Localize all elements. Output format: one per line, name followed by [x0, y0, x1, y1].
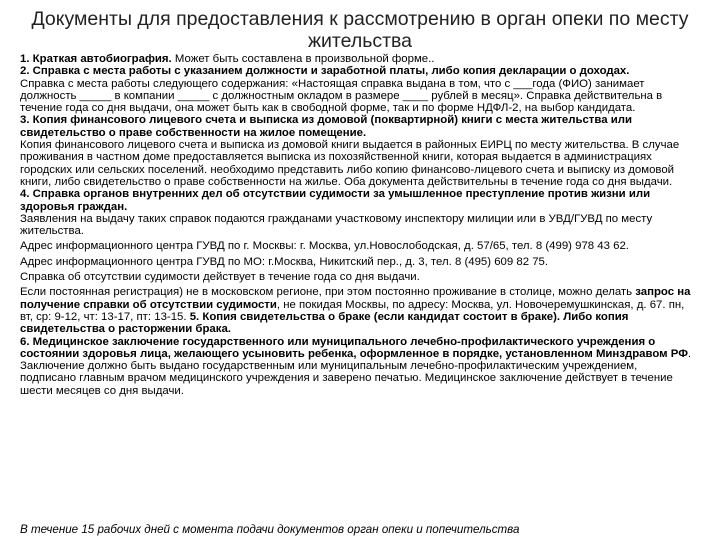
item-3-text: Копия финансового лицевого счета и выписка из домовой книги выдается в районных ЕИРЦ по месту жительства. В случае проживания в частном доме предоставляется выписка из похозяйственной книги, которая выдается в администрациях городских или сельских поселений. необходимо представить либо копию финансово-лицевого счета и выписку из домовой книги, либо свидетельство о праве собственности на жилье. Оба документа действительны в течение года со дня выдачи. [20, 139, 680, 188]
item-6 [20, 336, 692, 397]
item-2-text: Справка с места работы следующего содержания: «Настоящая справка выдана в том, что с ___года (ФИО) занимает должность _____ в компании _____ с должностным окладом в размере ____ рублей в месяц». Справка действительна в течение года со дня выдачи, она может быть как в свободной форме, так и по форме НДФЛ-2, на выбор кандидата. [20, 77, 663, 115]
item-4-address-moscow: Адрес информационного центра ГУВД по г. Москвы: г. Москва, ул.Новослободская, д. 57/65, тел. 8 (499) 978 43 62. [20, 240, 629, 253]
registration-request: запрос на получение справки об отсутствии судимости [20, 286, 691, 311]
slide-title: Документы для предоставления к рассмотрению в орган опеки по месту жительства [31, 8, 689, 52]
item-6-heading: 6. Медицинское заключение государственного или муниципального лечебно-профилактического учреждения о состоянии здоровья лица, желающего усыновить ребенка, оформленное в порядке, установленном Минздравом РФ [20, 335, 688, 360]
document-body [20, 53, 692, 397]
item-4-text: Заявления на выдачу таких справок подаются гражданами участковому инспектору милиции или в УВД/ГУВД по месту жительства. [20, 212, 653, 238]
registration-text-c: , не покидая Москвы, по адресу: Москва, ул. Новочеремушкинская, д. 67. пн, вт, ср: 9-12, чт: 13-17, пт: 13-15. [20, 298, 685, 323]
item-3-heading: 3. Копия финансового лицевого счета и выписка из домовой (поквартирной) книги с места жительства или свидетельство о праве собственности на жилое помещение. [20, 114, 632, 139]
registration-text-a: Если постоянная регистрация) не в московском регионе, при этом постоянно проживание в столице, можно делать [20, 286, 636, 299]
item-5-heading: 5. Копия свидетельства о браке (если кандидат состоит в браке). Либо копия свидетельства о расторжении брака. [20, 310, 629, 336]
item-1 [20, 53, 692, 65]
item-2-heading: 2. Справка с места работы с указанием должности и заработной платы, либо копия декларации о доходах. [20, 65, 630, 78]
footer-text: В течение 15 рабочих дней с момента подачи документов орган опеки и попечительства [20, 523, 520, 536]
item-1-text: Может быть составлена в произвольной форме.. [171, 53, 435, 65]
item-4-registration [20, 286, 692, 335]
item-1-heading: 1. Краткая автобиография. [20, 53, 172, 65]
item-4-address-mo: Адрес информационного центра ГУВД по МО: г.Москва, Никитский пер., д. 3, тел. 8 (495) 609 82 75. [20, 255, 549, 268]
item-4-validity: Справка об отсутствии судимости действует в течение года со дня выдачи. [20, 271, 420, 284]
item-6-text: . Заключение должно быть выдано государственным или муниципальным лечебно-профилактическим учреждением, подписано главным врачом медицинского учреждения и заверено печатью. Медицинское заключение действует в течение шести месяцев со дня выдачи. [20, 347, 692, 397]
item-4-heading: 4. Справка органов внутренних дел об отсутствии судимости за умышленное преступление против жизни или здоровья граждан. [20, 188, 651, 213]
